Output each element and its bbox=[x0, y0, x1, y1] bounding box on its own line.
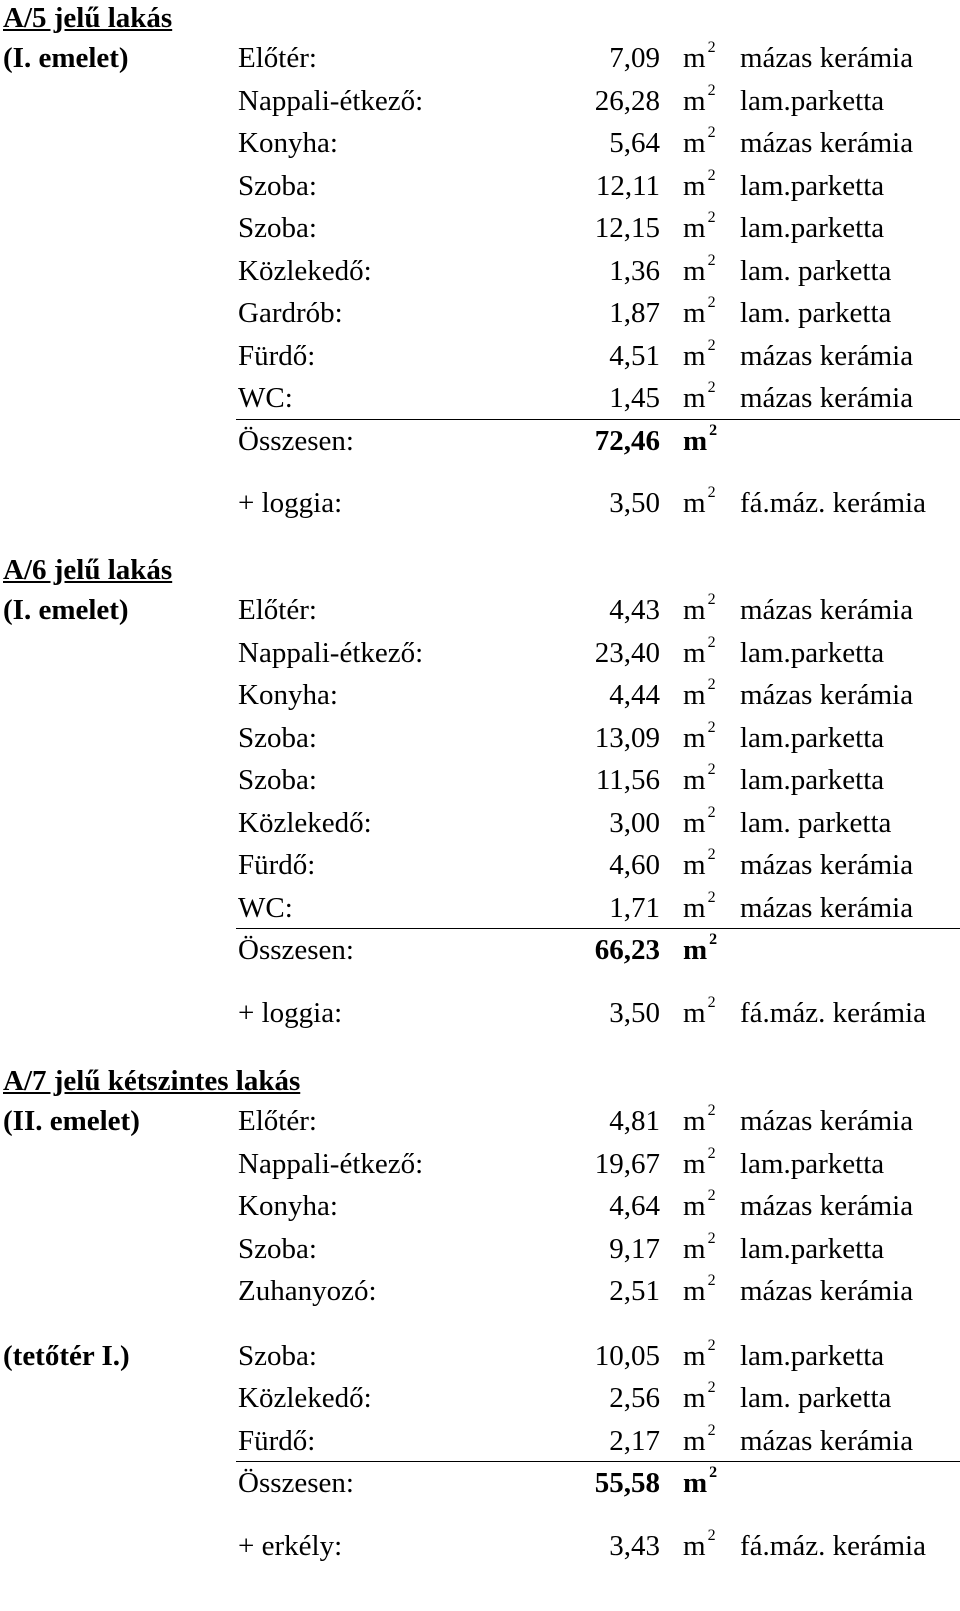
area-unit bbox=[683, 338, 716, 374]
room-name: Gardrób: bbox=[238, 297, 343, 329]
unit-exponent: 2 bbox=[707, 1336, 716, 1354]
area-unit bbox=[683, 168, 716, 204]
unit-base: m bbox=[683, 1382, 706, 1414]
unit-base: m bbox=[683, 254, 706, 287]
unit-exponent: 2 bbox=[707, 1102, 716, 1120]
room-material: lam.parketta bbox=[740, 169, 885, 202]
room-area: 4,60 bbox=[609, 849, 660, 881]
room-material: lam.parketta bbox=[740, 764, 885, 796]
unit-exponent: 2 bbox=[707, 166, 716, 184]
room-material: mázas kerámia bbox=[740, 679, 914, 711]
unit-base: m bbox=[683, 212, 706, 244]
total-row bbox=[0, 423, 960, 467]
extra-label: + loggia: bbox=[238, 996, 343, 1029]
unit-exponent: 2 bbox=[707, 39, 716, 57]
room-area: 19,67 bbox=[594, 1147, 660, 1180]
unit-base: m bbox=[683, 1529, 706, 1562]
area-unit bbox=[683, 720, 716, 756]
unit-exponent: 2 bbox=[707, 633, 716, 651]
unit-exponent: 2 bbox=[707, 846, 716, 864]
unit-base: m bbox=[683, 1467, 708, 1499]
total-area: 55,58 bbox=[594, 1467, 660, 1499]
area-unit bbox=[683, 805, 716, 841]
unit-base: m bbox=[683, 636, 706, 669]
room-row bbox=[0, 1338, 960, 1382]
unit-base: m bbox=[683, 382, 706, 414]
total-row bbox=[0, 932, 960, 976]
extra-area: 3,50 bbox=[609, 487, 660, 519]
apartment-title: A/5 jelű lakás bbox=[3, 2, 173, 34]
room-name: Konyha: bbox=[238, 127, 338, 159]
extra-material: fá.máz. kerámia bbox=[740, 487, 926, 519]
unit-exponent: 2 bbox=[707, 591, 716, 609]
room-area: 2,17 bbox=[609, 1424, 660, 1457]
area-unit bbox=[683, 1231, 716, 1267]
unit-exponent: 2 bbox=[707, 294, 716, 312]
room-name: Konyha: bbox=[238, 679, 338, 711]
apartment-title: A/7 jelű kétszintes lakás bbox=[3, 1065, 301, 1097]
sum-divider bbox=[236, 928, 960, 929]
unit-exponent: 2 bbox=[709, 931, 718, 949]
room-material: mázas kerámia bbox=[740, 849, 914, 881]
room-name: Előtér: bbox=[238, 42, 317, 74]
area-unit bbox=[683, 423, 717, 459]
unit-exponent: 2 bbox=[707, 1379, 716, 1397]
room-material: lam. parketta bbox=[740, 297, 892, 329]
floor-label: (I. emelet) bbox=[3, 594, 129, 626]
room-name: Nappali-étkező: bbox=[238, 636, 424, 669]
room-name: Nappali-étkező: bbox=[238, 84, 424, 117]
room-row bbox=[0, 805, 960, 849]
room-material: mázas kerámia bbox=[740, 891, 914, 924]
area-unit bbox=[683, 635, 716, 671]
room-material: lam. parketta bbox=[740, 254, 892, 287]
unit-exponent: 2 bbox=[707, 1229, 716, 1247]
room-row bbox=[0, 1188, 960, 1232]
unit-base: m bbox=[683, 594, 706, 626]
room-row bbox=[0, 338, 960, 382]
room-name: Szoba: bbox=[238, 1339, 317, 1372]
area-unit bbox=[683, 1103, 716, 1139]
area-unit bbox=[683, 125, 716, 161]
room-row bbox=[0, 380, 960, 424]
area-unit bbox=[683, 1528, 716, 1564]
unit-base: m bbox=[683, 849, 706, 881]
area-unit bbox=[683, 295, 716, 331]
room-row bbox=[0, 1231, 960, 1275]
extra-label: + loggia: bbox=[238, 487, 343, 519]
area-unit bbox=[683, 847, 716, 883]
unit-base: m bbox=[683, 297, 706, 329]
total-label: Összesen: bbox=[238, 424, 354, 457]
room-area: 11,56 bbox=[595, 764, 660, 796]
area-unit bbox=[683, 485, 716, 521]
room-row bbox=[0, 847, 960, 891]
room-name: Szoba: bbox=[238, 169, 317, 202]
room-row bbox=[0, 295, 960, 339]
room-row bbox=[0, 720, 960, 764]
room-area: 1,71 bbox=[609, 891, 660, 924]
room-material: lam.parketta bbox=[740, 1232, 885, 1265]
unit-exponent: 2 bbox=[707, 81, 716, 99]
extra-row bbox=[0, 485, 960, 529]
room-material: mázas kerámia bbox=[740, 339, 914, 372]
area-unit bbox=[683, 677, 716, 713]
room-name: Konyha: bbox=[238, 1190, 338, 1222]
unit-exponent: 2 bbox=[707, 1526, 716, 1544]
unit-base: m bbox=[683, 1424, 706, 1457]
area-unit bbox=[683, 1273, 716, 1309]
area-unit bbox=[683, 995, 716, 1031]
room-material: lam.parketta bbox=[740, 636, 885, 669]
room-material: mázas kerámia bbox=[740, 1105, 914, 1137]
unit-exponent: 2 bbox=[707, 993, 716, 1011]
total-row bbox=[0, 1465, 960, 1509]
room-material: mázas kerámia bbox=[740, 382, 914, 414]
room-row bbox=[0, 1273, 960, 1317]
unit-exponent: 2 bbox=[707, 124, 716, 142]
room-row bbox=[0, 1103, 960, 1147]
room-area: 12,15 bbox=[594, 212, 660, 244]
room-row bbox=[0, 40, 960, 84]
apartment-title: A/6 jelű lakás bbox=[3, 554, 173, 586]
room-row bbox=[0, 762, 960, 806]
total-label: Összesen: bbox=[238, 934, 354, 966]
room-row bbox=[0, 168, 960, 212]
unit-base: m bbox=[683, 1275, 706, 1307]
room-row bbox=[0, 677, 960, 721]
room-name: Közlekedő: bbox=[238, 806, 372, 839]
room-material: lam.parketta bbox=[740, 1147, 885, 1180]
extra-label: + erkély: bbox=[238, 1529, 343, 1562]
unit-exponent: 2 bbox=[707, 484, 716, 502]
room-name: Szoba: bbox=[238, 721, 317, 754]
room-row bbox=[0, 635, 960, 679]
room-material: lam.parketta bbox=[740, 84, 885, 117]
unit-base: m bbox=[683, 127, 706, 159]
unit-base: m bbox=[683, 806, 706, 839]
unit-base: m bbox=[683, 1105, 706, 1137]
area-unit bbox=[683, 210, 716, 246]
room-area: 7,09 bbox=[609, 42, 660, 74]
room-name: Szoba: bbox=[238, 764, 317, 796]
room-area: 4,44 bbox=[609, 679, 660, 711]
area-unit bbox=[683, 932, 717, 968]
room-row bbox=[0, 1380, 960, 1424]
room-area: 1,36 bbox=[609, 254, 660, 287]
unit-base: m bbox=[683, 934, 708, 966]
floor-label: (II. emelet) bbox=[3, 1105, 140, 1137]
room-area: 3,00 bbox=[609, 806, 660, 839]
room-material: mázas kerámia bbox=[740, 42, 914, 74]
extra-area: 3,50 bbox=[609, 996, 660, 1029]
area-unit bbox=[683, 1188, 716, 1224]
unit-base: m bbox=[683, 679, 706, 711]
extra-row bbox=[0, 995, 960, 1039]
room-name: WC: bbox=[238, 891, 293, 924]
unit-base: m bbox=[683, 84, 706, 117]
room-name: Fürdő: bbox=[238, 339, 316, 372]
unit-base: m bbox=[683, 721, 706, 754]
unit-exponent: 2 bbox=[709, 421, 718, 439]
unit-base: m bbox=[683, 424, 708, 457]
area-unit bbox=[683, 1465, 717, 1501]
room-name: Zuhanyozó: bbox=[238, 1275, 377, 1307]
unit-base: m bbox=[683, 764, 706, 796]
unit-exponent: 2 bbox=[707, 379, 716, 397]
room-name: Szoba: bbox=[238, 212, 317, 244]
total-area: 66,23 bbox=[594, 934, 660, 966]
room-area: 2,56 bbox=[609, 1382, 660, 1414]
area-unit bbox=[683, 1146, 716, 1182]
room-area: 4,43 bbox=[609, 594, 660, 626]
unit-exponent: 2 bbox=[709, 1464, 718, 1482]
unit-exponent: 2 bbox=[707, 209, 716, 227]
unit-exponent: 2 bbox=[707, 888, 716, 906]
room-material: mázas kerámia bbox=[740, 1190, 914, 1222]
unit-base: m bbox=[683, 1190, 706, 1222]
extra-material: fá.máz. kerámia bbox=[740, 1529, 926, 1562]
extra-material: fá.máz. kerámia bbox=[740, 996, 926, 1029]
unit-exponent: 2 bbox=[707, 676, 716, 694]
total-area: 72,46 bbox=[594, 424, 660, 457]
area-unit bbox=[683, 1338, 716, 1374]
room-material: lam.parketta bbox=[740, 212, 885, 244]
sum-divider bbox=[236, 419, 960, 420]
room-name: Nappali-étkező: bbox=[238, 1147, 424, 1180]
area-unit bbox=[683, 83, 716, 119]
area-unit bbox=[683, 1380, 716, 1416]
area-unit bbox=[683, 762, 716, 798]
extra-area: 3,43 bbox=[609, 1529, 660, 1562]
room-material: lam.parketta bbox=[740, 721, 885, 754]
room-row bbox=[0, 210, 960, 254]
unit-base: m bbox=[683, 169, 706, 202]
unit-exponent: 2 bbox=[707, 761, 716, 779]
total-label: Összesen: bbox=[238, 1467, 354, 1499]
room-material: mázas kerámia bbox=[740, 594, 914, 626]
room-row bbox=[0, 1423, 960, 1467]
unit-base: m bbox=[683, 339, 706, 372]
room-material: mázas kerámia bbox=[740, 127, 914, 159]
floor-label: (I. emelet) bbox=[3, 42, 129, 74]
area-unit bbox=[683, 253, 716, 289]
room-material: lam. parketta bbox=[740, 806, 892, 839]
room-row bbox=[0, 83, 960, 127]
unit-exponent: 2 bbox=[707, 1272, 716, 1290]
unit-exponent: 2 bbox=[707, 1187, 716, 1205]
room-material: lam.parketta bbox=[740, 1339, 885, 1372]
area-unit bbox=[683, 1423, 716, 1459]
unit-exponent: 2 bbox=[707, 718, 716, 736]
room-area: 1,87 bbox=[609, 297, 660, 329]
room-area: 5,64 bbox=[609, 127, 660, 159]
room-area: 26,28 bbox=[594, 84, 660, 117]
room-area: 2,51 bbox=[609, 1275, 660, 1307]
unit-exponent: 2 bbox=[707, 251, 716, 269]
floor-label: (tetőtér I.) bbox=[3, 1339, 130, 1372]
room-area: 4,51 bbox=[609, 339, 660, 372]
unit-base: m bbox=[683, 42, 706, 74]
extra-row bbox=[0, 1528, 960, 1572]
unit-base: m bbox=[683, 891, 706, 924]
room-material: lam. parketta bbox=[740, 1382, 892, 1414]
room-row bbox=[0, 125, 960, 169]
room-area: 12,11 bbox=[595, 169, 660, 202]
room-area: 23,40 bbox=[594, 636, 660, 669]
room-row bbox=[0, 592, 960, 636]
room-name: Közlekedő: bbox=[238, 254, 372, 287]
room-material: mázas kerámia bbox=[740, 1275, 914, 1307]
room-area: 1,45 bbox=[609, 382, 660, 414]
room-name: Előtér: bbox=[238, 594, 317, 626]
area-unit bbox=[683, 592, 716, 628]
unit-base: m bbox=[683, 1147, 706, 1180]
room-row bbox=[0, 1146, 960, 1190]
room-area: 13,09 bbox=[594, 721, 660, 754]
unit-exponent: 2 bbox=[707, 803, 716, 821]
sum-divider bbox=[236, 1461, 960, 1462]
area-unit bbox=[683, 890, 716, 926]
room-name: Fürdő: bbox=[238, 1424, 316, 1457]
room-material: mázas kerámia bbox=[740, 1424, 914, 1457]
area-unit bbox=[683, 40, 716, 76]
unit-exponent: 2 bbox=[707, 1421, 716, 1439]
unit-base: m bbox=[683, 1339, 706, 1372]
room-row bbox=[0, 253, 960, 297]
room-area: 9,17 bbox=[609, 1232, 660, 1265]
room-name: Közlekedő: bbox=[238, 1382, 372, 1414]
room-name: Szoba: bbox=[238, 1232, 317, 1265]
room-area: 4,64 bbox=[609, 1190, 660, 1222]
room-row bbox=[0, 890, 960, 934]
unit-exponent: 2 bbox=[707, 336, 716, 354]
area-unit bbox=[683, 380, 716, 416]
unit-base: m bbox=[683, 996, 706, 1029]
unit-base: m bbox=[683, 1232, 706, 1265]
unit-base: m bbox=[683, 487, 706, 519]
room-area: 10,05 bbox=[594, 1339, 660, 1372]
room-name: Előtér: bbox=[238, 1105, 317, 1137]
room-area: 4,81 bbox=[609, 1105, 660, 1137]
room-name: WC: bbox=[238, 382, 293, 414]
room-name: Fürdő: bbox=[238, 849, 316, 881]
unit-exponent: 2 bbox=[707, 1144, 716, 1162]
